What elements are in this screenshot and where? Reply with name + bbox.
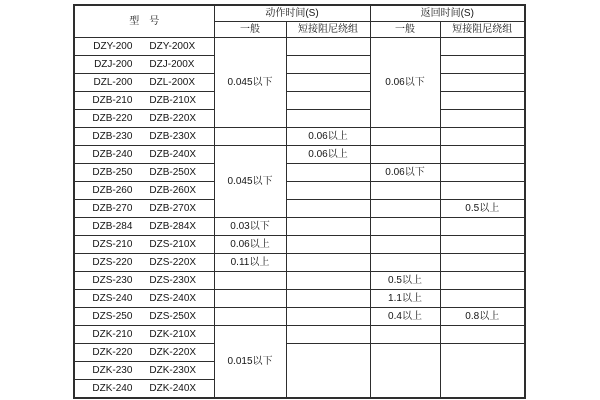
action-general-cell [214,290,286,308]
model-label: DZK-210 [92,329,133,340]
return-general-cell: 0.06以下 [370,164,440,182]
model-label: DZB-260 [92,185,133,196]
return-damped-cell [440,344,525,399]
table-row [74,182,525,200]
return-damped-cell [440,74,525,92]
table-row [74,146,525,164]
table-row [74,236,525,254]
model-label: DZJ-200X [149,59,195,70]
model-pair [75,164,214,181]
action-damped-cell [286,92,370,110]
model-pair [75,38,214,55]
return-damped-cell: 0.8以上 [440,308,525,326]
model-pair [75,128,214,145]
model-cell [74,74,214,92]
return-general-cell [370,128,440,146]
action-damped-cell [286,164,370,182]
action-damped-cell [286,236,370,254]
return-damped-cell [440,110,525,128]
model-label: DZB-220 [92,113,133,124]
spec-table-wrap [73,4,526,399]
action-general-cell: 0.06以上 [214,236,286,254]
action-damped-cell [286,308,370,326]
table-row [74,110,525,128]
table-row [74,308,525,326]
model-label: DZB-270 [92,203,133,214]
action-damped-cell [286,110,370,128]
model-label: DZK-230X [149,365,197,376]
subheader-action-general: 一般 [214,22,286,38]
model-cell [74,146,214,164]
table-row [74,254,525,272]
action-damped-cell [286,56,370,74]
model-label: DZY-200X [149,41,196,52]
model-label: DZB-220X [149,113,197,124]
model-label: DZS-220 [92,257,133,268]
model-cell [74,362,214,380]
model-pair [75,380,214,397]
table-row [74,200,525,218]
model-label: DZS-250 [92,311,133,322]
model-pair [75,254,214,271]
return-general-cell: 0.5以上 [370,272,440,290]
model-cell [74,344,214,362]
return-damped-cell [440,128,525,146]
model-cell [74,110,214,128]
action-damped-cell: 0.06以上 [286,128,370,146]
model-label: DZB-250X [149,167,197,178]
return-general-cell [370,200,440,218]
model-pair [75,56,214,73]
model-cell [74,56,214,74]
return-general-cell [370,218,440,236]
action-general-cell: 0.015以下 [214,326,286,399]
model-cell [74,92,214,110]
table-row [74,164,525,182]
subheader-action-damped-winding: 短接阻尼绕组 [286,22,370,38]
return-damped-cell [440,38,525,56]
spec-table [73,4,526,399]
action-damped-cell [286,200,370,218]
model-label: DZB-210 [92,95,133,106]
return-damped-cell [440,254,525,272]
model-label: DZJ-200 [94,59,133,70]
table-row [74,272,525,290]
model-label: DZK-220 [92,347,133,358]
return-damped-cell [440,56,525,74]
model-cell [74,182,214,200]
model-cell [74,254,214,272]
model-pair [75,362,214,379]
return-damped-cell [440,326,525,344]
model-label: DZB-284X [149,221,197,232]
return-general-cell [370,236,440,254]
model-cell [74,236,214,254]
subheader-return-damped-winding: 短接阻尼绕组 [440,22,525,38]
action-damped-cell [286,74,370,92]
action-general-cell: 0.045以下 [214,38,286,128]
action-damped-cell: 0.06以上 [286,146,370,164]
model-label: DZS-210 [92,239,133,250]
table-body [74,38,525,399]
table-row [74,344,525,362]
return-damped-cell [440,182,525,200]
table-row [74,74,525,92]
model-pair [75,182,214,199]
return-damped-cell [440,272,525,290]
model-label: DZK-240X [149,383,197,394]
table-row [74,38,525,56]
return-general-cell [370,182,440,200]
model-pair [75,236,214,253]
action-damped-cell [286,38,370,56]
action-damped-cell [286,182,370,200]
model-label: DZB-250 [92,167,133,178]
model-cell [74,308,214,326]
model-pair [75,272,214,289]
return-general-cell: 0.06以下 [370,38,440,128]
table-row [74,128,525,146]
model-pair [75,110,214,127]
model-label: DZB-284 [92,221,133,232]
model-pair [75,308,214,325]
model-pair [75,92,214,109]
return-general-cell: 0.4以上 [370,308,440,326]
model-label: DZS-240X [149,293,197,304]
model-label: DZB-210X [149,95,197,106]
return-general-cell [370,146,440,164]
table-row [74,92,525,110]
return-damped-cell [440,218,525,236]
model-cell [74,200,214,218]
subheader-return-general: 一般 [370,22,440,38]
model-cell [74,272,214,290]
action-damped-cell [286,290,370,308]
return-damped-cell [440,146,525,164]
model-label: DZS-250X [149,311,197,322]
return-general-cell [370,344,440,399]
table-row [74,218,525,236]
return-damped-cell [440,290,525,308]
return-damped-cell: 0.5以上 [440,200,525,218]
model-cell [74,218,214,236]
model-cell [74,38,214,56]
model-pair [75,218,214,235]
action-damped-cell [286,326,370,344]
header-model: 型 号 [74,5,214,38]
model-label: DZY-200 [93,41,133,52]
model-label: DZS-220X [149,257,197,268]
model-label: DZK-220X [149,347,197,358]
return-damped-cell [440,164,525,182]
model-label: DZS-230X [149,275,197,286]
return-general-cell: 1.1以上 [370,290,440,308]
model-label: DZK-210X [149,329,197,340]
model-cell [74,326,214,344]
header-row-1 [74,5,525,22]
model-label: DZK-230 [92,365,133,376]
model-cell [74,164,214,182]
model-label: DZB-230X [149,131,197,142]
return-damped-cell [440,236,525,254]
model-pair [75,200,214,217]
action-general-cell: 0.11以上 [214,254,286,272]
model-label: DZB-260X [149,185,197,196]
table-row [74,326,525,344]
table-row [74,56,525,74]
header-action-time: 动作时间(S) [214,5,370,22]
model-label: DZB-230 [92,131,133,142]
model-pair [75,326,214,343]
model-label: DZB-240X [149,149,197,160]
action-general-cell [214,272,286,290]
model-cell [74,290,214,308]
return-damped-cell [440,92,525,110]
action-damped-cell [286,218,370,236]
model-label: DZS-240 [92,293,133,304]
header-return-time: 返回时间(S) [370,5,525,22]
model-label: DZL-200 [93,77,133,88]
model-pair [75,74,214,91]
action-general-cell [214,308,286,326]
model-label: DZB-270X [149,203,197,214]
model-pair [75,146,214,163]
model-label: DZL-200X [149,77,195,88]
action-general-cell: 0.045以下 [214,146,286,218]
model-label: DZK-240 [92,383,133,394]
table-row [74,290,525,308]
action-general-cell: 0.03以下 [214,218,286,236]
return-general-cell [370,254,440,272]
action-damped-cell [286,272,370,290]
action-damped-cell [286,254,370,272]
action-damped-cell [286,344,370,399]
model-pair [75,290,214,307]
return-general-cell [370,326,440,344]
model-label: DZS-210X [149,239,197,250]
table-header [74,5,525,38]
action-general-cell [214,128,286,146]
model-pair [75,344,214,361]
model-label: DZS-230 [92,275,133,286]
model-cell [74,128,214,146]
model-label: DZB-240 [92,149,133,160]
model-cell [74,380,214,399]
